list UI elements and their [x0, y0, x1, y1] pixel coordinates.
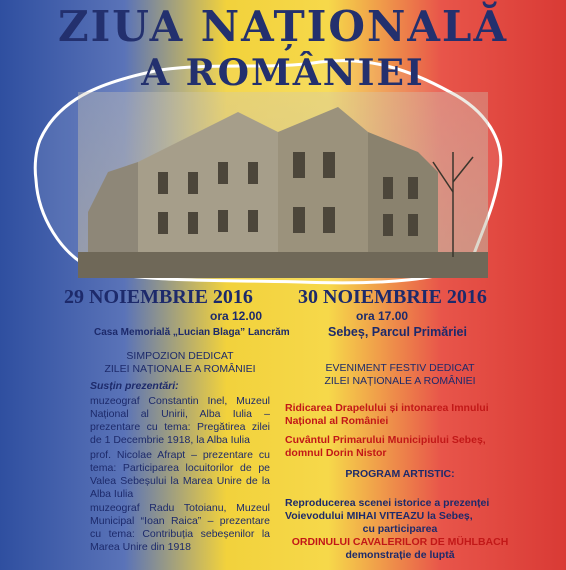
right-event-line-1: EVENIMENT FESTIV DEDICAT	[325, 362, 475, 374]
right-item-1: Ridicarea Drapelului și intonarea Imnului Național al României	[285, 402, 489, 427]
historic-building-photo	[78, 92, 488, 278]
left-time: ora 12.00	[210, 309, 263, 323]
title-line-1: ZIUA NAȚIONALĂ	[57, 2, 509, 51]
left-event-line-2: ZILEI NAȚIONALE A ROMÂNIEI	[104, 363, 256, 375]
left-date: 29 NOIEMBRIE 2016	[64, 286, 253, 308]
right-time: ora 17.00	[356, 309, 409, 323]
right-item-2: Cuvântul Primarului Municipiului Sebeș, domnul Dorin Nistor	[285, 434, 486, 459]
left-presenters-heading: Susțin prezentări:	[90, 380, 179, 392]
title-line-2: A ROMÂNIEI	[141, 52, 425, 94]
right-place: Sebeș, Parcul Primăriei	[328, 325, 467, 339]
left-presentation-2: prof. Nicolae Afrapt – prezentare cu tema: Participarea locuitorilor de pe Valea Sebeșului la Marea Unire de la Alba Iulia	[90, 449, 270, 500]
right-program-2: cu participarea	[362, 523, 438, 535]
right-event-title	[285, 362, 515, 388]
left-place: Casa Memorială „Lucian Blaga” Lancrăm	[94, 327, 290, 338]
left-presentation-1: muzeograf Constantin Inel, Muzeul Național al Unirii, Alba Iulia – prezentare cu tema: Pregătirea zilei de 1 Decembrie 1918, la Alba Iulia	[90, 395, 270, 446]
left-event-line-1: SIMPOZION DEDICAT	[126, 350, 234, 362]
right-program-3: ORDINULUI CAVALERILOR DE MÜHLBACH	[291, 536, 509, 548]
right-event-line-2: ZILEI NAȚIONALE A ROMÂNIEI	[324, 375, 476, 387]
left-event-title	[90, 350, 270, 376]
right-program-1: Reproducerea scenei istorice a prezenței Voievodului MIHAI VITEAZU la Sebeș,	[285, 497, 490, 522]
left-presentation-3: muzeograf Radu Totoianu, Muzeul Municipal “Ioan Raica” – prezentare cu tema: Contribuția sebeșenilor la Marea Unire din 1918	[90, 502, 270, 553]
right-date: 30 NOIEMBRIE 2016	[298, 286, 487, 308]
right-program-4: demonstrație de luptă	[345, 549, 455, 561]
right-program-heading: PROGRAM ARTISTIC:	[345, 468, 455, 480]
